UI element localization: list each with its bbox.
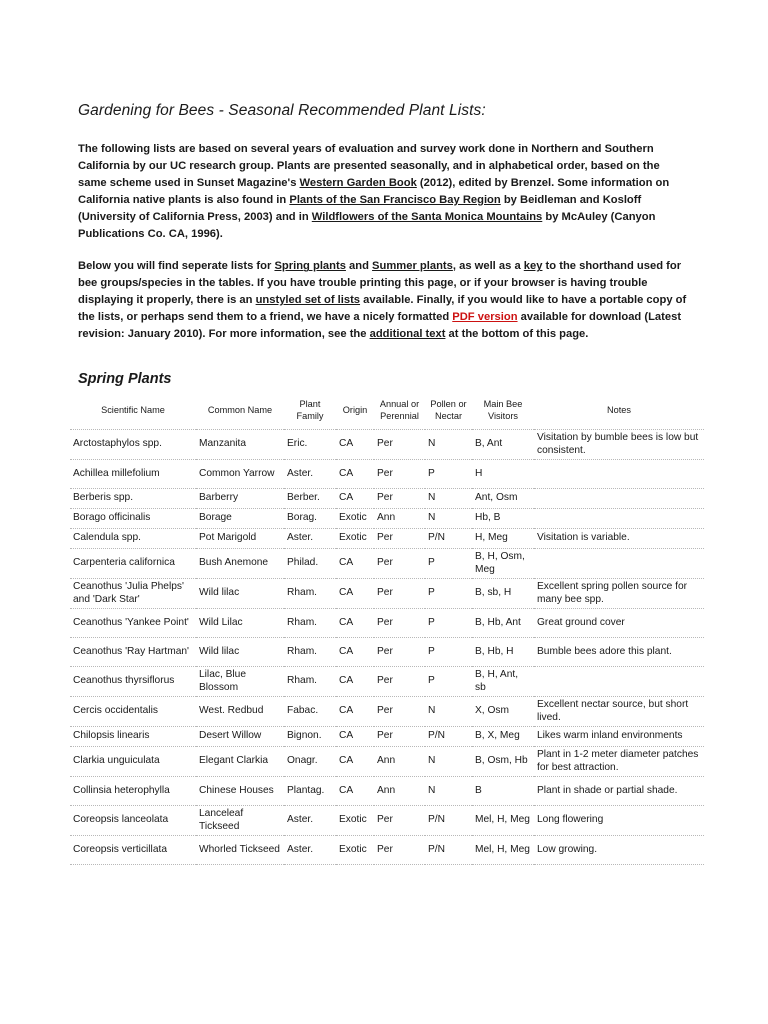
cell-annual-or-perennial: Per: [374, 489, 425, 509]
cell-pollen-or-nectar: P/N: [425, 529, 472, 549]
table-row: [70, 549, 704, 579]
cell-main-bee-visitors: X, Osm: [472, 697, 534, 727]
cell-notes: [534, 489, 704, 509]
cell-scientific-name: Ceanothus thyrsiflorus: [70, 667, 196, 697]
cell-notes: Bumble bees adore this plant.: [534, 638, 704, 667]
cell-pollen-or-nectar: P/N: [425, 727, 472, 747]
cell-notes: [534, 509, 704, 529]
column-header-annual-or-perennial: Annual or Perennial: [374, 391, 425, 430]
page-title: Gardening for Bees - Seasonal Recommended Plant Lists:: [78, 102, 486, 119]
table-body: [70, 430, 704, 865]
cell-main-bee-visitors: B, Hb, Ant: [472, 609, 534, 638]
cell-common-name: Lanceleaf Tickseed: [196, 806, 284, 836]
cell-origin: CA: [336, 549, 374, 579]
cell-scientific-name: Coreopsis verticillata: [70, 836, 196, 865]
cell-main-bee-visitors: B, H, Osm, Meg: [472, 549, 534, 579]
cell-pollen-or-nectar: P: [425, 549, 472, 579]
cell-common-name: Wild lilac: [196, 638, 284, 667]
intro-paragraph-1: [78, 141, 690, 242]
cell-annual-or-perennial: Per: [374, 460, 425, 489]
cell-notes: [534, 667, 704, 697]
cell-pollen-or-nectar: P: [425, 460, 472, 489]
cell-scientific-name: Borago officinalis: [70, 509, 196, 529]
cell-notes: Great ground cover: [534, 609, 704, 638]
cell-origin: CA: [336, 579, 374, 609]
cell-origin: CA: [336, 638, 374, 667]
cell-common-name: Wild Lilac: [196, 609, 284, 638]
cell-annual-or-perennial: Per: [374, 638, 425, 667]
table-row: [70, 777, 704, 806]
section-title-spring-plants: Spring Plants: [78, 371, 172, 387]
cell-annual-or-perennial: Ann: [374, 777, 425, 806]
cell-common-name: West. Redbud: [196, 697, 284, 727]
table-row: [70, 529, 704, 549]
cell-origin: Exotic: [336, 529, 374, 549]
intro-text: [78, 141, 690, 359]
cell-annual-or-perennial: Per: [374, 727, 425, 747]
intro-text-segment: (2012), edited by Brenzel. Some information on California native plants is also found in: [78, 176, 670, 206]
column-header-plant-family: Plant Family: [284, 391, 336, 430]
additional-text-link[interactable]: additional text: [369, 328, 446, 341]
cell-origin: CA: [336, 460, 374, 489]
cell-annual-or-perennial: Per: [374, 806, 425, 836]
column-header-origin: Origin: [336, 391, 374, 430]
cell-common-name: Manzanita: [196, 430, 284, 460]
cell-common-name: Borage: [196, 509, 284, 529]
cell-main-bee-visitors: B: [472, 777, 534, 806]
intro-text-segment: Below you will find seperate lists for: [78, 260, 275, 273]
cell-annual-or-perennial: Per: [374, 430, 425, 460]
cell-plant-family: Aster.: [284, 836, 336, 865]
cell-common-name: Common Yarrow: [196, 460, 284, 489]
intro-text-segment: by Beidleman and Kosloff (University of California Press, 2003) and in: [78, 193, 642, 223]
cell-main-bee-visitors: B, sb, H: [472, 579, 534, 609]
cell-common-name: Desert Willow: [196, 727, 284, 747]
cell-common-name: Chinese Houses: [196, 777, 284, 806]
cell-scientific-name: Carpenteria californica: [70, 549, 196, 579]
cell-origin: Exotic: [336, 806, 374, 836]
cell-notes: Long flowering: [534, 806, 704, 836]
cell-main-bee-visitors: B, H, Ant, sb: [472, 667, 534, 697]
cell-main-bee-visitors: H: [472, 460, 534, 489]
cell-annual-or-perennial: Ann: [374, 747, 425, 777]
cell-main-bee-visitors: Ant, Osm: [472, 489, 534, 509]
cell-plant-family: Aster.: [284, 806, 336, 836]
cell-plant-family: Aster.: [284, 460, 336, 489]
cell-plant-family: Rham.: [284, 579, 336, 609]
intro-text-segment: The following lists are based on several years of evaluation and survey work done in Northern and Southern California by our UC research group. Plants are presented seasonally, and in alphabetical order, based on the same scheme used in Sunset Magazine's: [78, 143, 660, 189]
cell-origin: CA: [336, 430, 374, 460]
table-row: [70, 460, 704, 489]
table-row: [70, 509, 704, 529]
intro-paragraph-2: [78, 258, 690, 343]
cell-pollen-or-nectar: P/N: [425, 806, 472, 836]
cell-plant-family: Eric.: [284, 430, 336, 460]
intro-text-segment: by McAuley (Canyon Publications Co. CA, 1996).: [78, 210, 656, 240]
cell-scientific-name: Ceanothus 'Julia Phelps' and 'Dark Star': [70, 579, 196, 609]
cell-main-bee-visitors: B, Osm, Hb: [472, 747, 534, 777]
intro-text-segment: to the shorthand used for bee groups/species in the tables. If you have trouble printing this page, or if your browser is having trouble displaying it properly, there is an: [78, 260, 682, 307]
cell-scientific-name: Collinsia heterophylla: [70, 777, 196, 806]
cell-origin: CA: [336, 609, 374, 638]
cell-main-bee-visitors: B, Hb, H: [472, 638, 534, 667]
cell-pollen-or-nectar: P: [425, 609, 472, 638]
cell-notes: [534, 549, 704, 579]
table-header-row: [70, 391, 704, 430]
cell-notes: Plant in shade or partial shade.: [534, 777, 704, 806]
column-header-scientific-name: Scientific Name: [70, 391, 196, 430]
intro-text-segment: available. Finally, if you would like to have a portable copy of the lists, or perhaps send them to a friend, we have a nicely formatted: [78, 294, 687, 324]
cell-pollen-or-nectar: N: [425, 747, 472, 777]
cell-main-bee-visitors: H, Meg: [472, 529, 534, 549]
intro-text-segment: , as well as a: [452, 260, 524, 273]
cell-plant-family: Rham.: [284, 667, 336, 697]
western-garden-book-link[interactable]: Western Garden Book: [299, 176, 417, 189]
table-row: [70, 579, 704, 609]
cell-plant-family: Onagr.: [284, 747, 336, 777]
table-row: [70, 430, 704, 460]
cell-main-bee-visitors: Hb, B: [472, 509, 534, 529]
cell-scientific-name: Coreopsis lanceolata: [70, 806, 196, 836]
cell-pollen-or-nectar: N: [425, 489, 472, 509]
cell-common-name: Elegant Clarkia: [196, 747, 284, 777]
cell-notes: Excellent spring pollen source for many bee spp.: [534, 579, 704, 609]
cell-scientific-name: Arctostaphylos spp.: [70, 430, 196, 460]
cell-origin: CA: [336, 727, 374, 747]
plants-sf-bay-link[interactable]: Plants of the San Francisco Bay Region: [289, 193, 501, 206]
cell-scientific-name: Clarkia unguiculata: [70, 747, 196, 777]
cell-origin: CA: [336, 697, 374, 727]
column-header-pollen-or-nectar: Pollen or Nectar: [425, 391, 472, 430]
cell-plant-family: Fabac.: [284, 697, 336, 727]
cell-plant-family: Berber.: [284, 489, 336, 509]
unstyled-lists-link[interactable]: unstyled set of lists: [255, 294, 361, 307]
cell-scientific-name: Ceanothus 'Yankee Point': [70, 609, 196, 638]
table-row: [70, 836, 704, 865]
intro-text-segment: available for download (Latest revision: January 2010). For more information, see the: [78, 311, 682, 341]
column-header-main-bee-visitors: Main Bee Visitors: [472, 391, 534, 430]
column-header-notes: Notes: [534, 391, 704, 430]
cell-annual-or-perennial: Per: [374, 609, 425, 638]
table-row: [70, 697, 704, 727]
cell-pollen-or-nectar: N: [425, 697, 472, 727]
cell-scientific-name: Ceanothus 'Ray Hartman': [70, 638, 196, 667]
pdf-version-link[interactable]: PDF version: [452, 311, 518, 324]
cell-common-name: Pot Marigold: [196, 529, 284, 549]
cell-common-name: Barberry: [196, 489, 284, 509]
spring-plants-table: [70, 391, 704, 865]
cell-scientific-name: Achillea millefolium: [70, 460, 196, 489]
cell-scientific-name: Cercis occidentalis: [70, 697, 196, 727]
intro-text-segment: and: [345, 260, 373, 273]
cell-origin: Exotic: [336, 509, 374, 529]
cell-main-bee-visitors: Mel, H, Meg: [472, 836, 534, 865]
cell-notes: Plant in 1-2 meter diameter patches for best attraction.: [534, 747, 704, 777]
cell-pollen-or-nectar: N: [425, 430, 472, 460]
table-row: [70, 747, 704, 777]
cell-plant-family: Borag.: [284, 509, 336, 529]
cell-annual-or-perennial: Per: [374, 697, 425, 727]
cell-scientific-name: Chilopsis linearis: [70, 727, 196, 747]
cell-notes: Low growing.: [534, 836, 704, 865]
wildflowers-santa-monica-link[interactable]: Wildflowers of the Santa Monica Mountains: [311, 210, 543, 223]
cell-pollen-or-nectar: N: [425, 509, 472, 529]
cell-plant-family: Philad.: [284, 549, 336, 579]
cell-plant-family: Plantag.: [284, 777, 336, 806]
cell-common-name: Wild lilac: [196, 579, 284, 609]
intro-text-segment: at the bottom of this page.: [445, 328, 589, 341]
cell-notes: Visitation by bumble bees is low but consistent.: [534, 430, 704, 460]
cell-notes: Excellent nectar source, but short lived.: [534, 697, 704, 727]
cell-scientific-name: Calendula spp.: [70, 529, 196, 549]
cell-plant-family: Bignon.: [284, 727, 336, 747]
cell-pollen-or-nectar: P: [425, 638, 472, 667]
cell-notes: Visitation is variable.: [534, 529, 704, 549]
cell-common-name: Bush Anemone: [196, 549, 284, 579]
cell-main-bee-visitors: B, Ant: [472, 430, 534, 460]
cell-annual-or-perennial: Per: [374, 667, 425, 697]
table-row: [70, 667, 704, 697]
cell-annual-or-perennial: Per: [374, 529, 425, 549]
table-row: [70, 489, 704, 509]
cell-origin: Exotic: [336, 836, 374, 865]
table-row: [70, 638, 704, 667]
cell-pollen-or-nectar: N: [425, 777, 472, 806]
table-row: [70, 806, 704, 836]
cell-origin: CA: [336, 489, 374, 509]
cell-annual-or-perennial: Per: [374, 549, 425, 579]
cell-pollen-or-nectar: P: [425, 579, 472, 609]
cell-pollen-or-nectar: P/N: [425, 836, 472, 865]
table-row: [70, 609, 704, 638]
cell-main-bee-visitors: B, X, Meg: [472, 727, 534, 747]
cell-origin: CA: [336, 667, 374, 697]
cell-plant-family: Rham.: [284, 609, 336, 638]
cell-notes: Likes warm inland environments: [534, 727, 704, 747]
cell-origin: CA: [336, 747, 374, 777]
table-row: [70, 727, 704, 747]
cell-common-name: Lilac, Blue Blossom: [196, 667, 284, 697]
cell-annual-or-perennial: Per: [374, 836, 425, 865]
cell-pollen-or-nectar: P: [425, 667, 472, 697]
cell-origin: CA: [336, 777, 374, 806]
cell-annual-or-perennial: Per: [374, 579, 425, 609]
cell-main-bee-visitors: Mel, H, Meg: [472, 806, 534, 836]
cell-annual-or-perennial: Ann: [374, 509, 425, 529]
cell-common-name: Whorled Tickseed: [196, 836, 284, 865]
cell-plant-family: Aster.: [284, 529, 336, 549]
cell-notes: [534, 460, 704, 489]
cell-plant-family: Rham.: [284, 638, 336, 667]
key-link[interactable]: key: [523, 260, 543, 273]
column-header-common-name: Common Name: [196, 391, 284, 430]
cell-scientific-name: Berberis spp.: [70, 489, 196, 509]
summer-plants-link[interactable]: Summer plants: [372, 260, 453, 273]
spring-plants-link[interactable]: Spring plants: [274, 260, 346, 273]
